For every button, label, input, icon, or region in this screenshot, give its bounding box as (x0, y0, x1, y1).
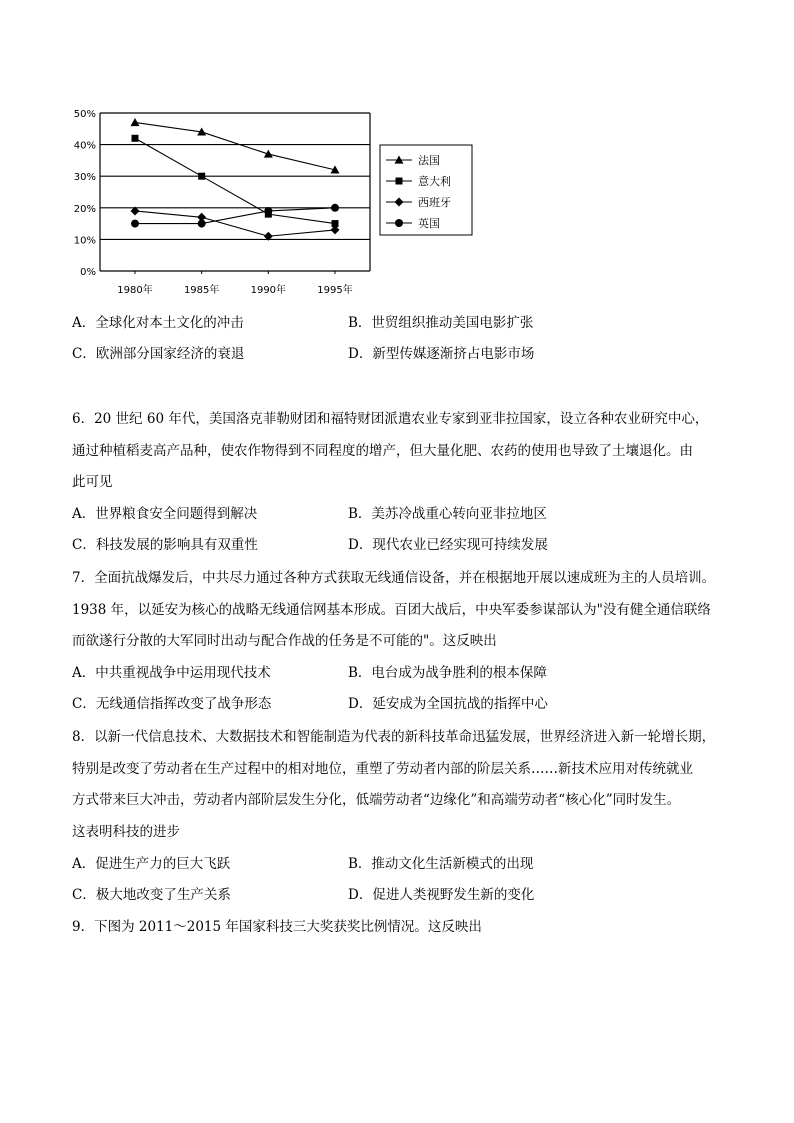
q8-stem-line4: 这表明科技的进步 (72, 824, 180, 840)
legend-marker (396, 178, 403, 185)
legend-label: 意大利 (418, 175, 451, 188)
legend-label: 西班牙 (418, 196, 451, 209)
legend-marker (395, 219, 403, 227)
x-tick-label: 1985年 (183, 285, 220, 296)
y-tick-label: 40% (73, 140, 96, 152)
legend-label: 法国 (418, 154, 440, 167)
q8-option-c[interactable]: C．极大地改变了生产关系 (72, 887, 231, 903)
q6-stem-line3: 此可见 (72, 474, 113, 490)
y-tick-label: 20% (73, 203, 96, 215)
q8-options-row1 (72, 854, 732, 874)
x-tick-label: 1995年 (317, 285, 353, 296)
q8-option-d[interactable]: D．促进人类视野发生新的变化 (348, 887, 535, 903)
q7-options-row1 (72, 663, 732, 683)
q8-option-b[interactable]: B．推动文化生活新模式的出现 (348, 856, 534, 872)
q7-option-d[interactable]: D．延安成为全国抗战的指挥中心 (348, 696, 548, 712)
q8-options-row2 (72, 885, 732, 905)
line-chart (70, 105, 480, 300)
series-0-point (131, 118, 140, 126)
series-line-0 (135, 122, 335, 169)
q6-option-c[interactable]: C．科技发展的影响具有双重性 (72, 537, 258, 553)
x-tick-label: 1980年 (117, 285, 153, 296)
q7-options-row2 (72, 694, 732, 714)
q7-stem-line2: 1938 年，以延安为核心的战略无线通信网基本形成。百团大战后，中央军委参谋部认为"没有健全通信联络 (72, 602, 711, 618)
q6-option-d[interactable]: D．现代农业已经实现可持续发展 (348, 537, 548, 553)
q7-option-c[interactable]: C．无线通信指挥改变了战争形态 (72, 696, 272, 712)
q5-options-row1 (72, 313, 732, 333)
legend-label: 英国 (418, 217, 440, 230)
series-3-point (198, 220, 206, 228)
series-3-point (264, 207, 272, 215)
series-3-point (331, 204, 339, 212)
series-line-1 (135, 138, 335, 223)
q6-stem-line1: 6．20 世纪 60 年代，美国洛克菲勒财团和福特财团派遣农业专家到亚非拉国家，设立各种农业研究中心， (72, 411, 709, 427)
q8-stem-line2: 特别是改变了劳动者在生产过程中的相对地位，重塑了劳动者内部的阶层关系……新技术应用对传统就业 (72, 761, 693, 777)
q7-option-b[interactable]: B．电台成为战争胜利的根本保障 (348, 665, 547, 681)
x-tick-label: 1990年 (250, 285, 287, 296)
y-tick-label: 30% (73, 172, 96, 184)
q8-stem-line3: 方式带来巨大冲击，劳动者内部阶层发生分化，低端劳动者“边缘化”和高端劳动者“核心化”同时发生。 (72, 792, 681, 808)
series-3-point (131, 220, 139, 228)
q6-option-a[interactable]: A．世界粮食安全问题得到解决 (72, 506, 258, 522)
q6-options-row2 (72, 535, 732, 555)
q6-stem-line2: 通过种植稻麦高产品种，使农作物得到不同程度的增产，但大量化肥、农药的使用也导致了土壤退化。由 (72, 443, 693, 459)
q7-stem-line1: 7．全面抗战爆发后，中共尽力通过各种方式获取无线通信设备，并在根据地开展以速成班为主的人员培训。 (72, 570, 716, 586)
q8-stem-line1: 8．以新一代信息技术、大数据技术和智能制造为代表的新科技革命迅猛发展，世界经济进入新一轮增长期， (72, 729, 716, 745)
chart-svg (70, 105, 480, 300)
series-1-point (132, 135, 139, 142)
q7-option-a[interactable]: A．中共重视战争中运用现代技术 (72, 665, 271, 681)
q6-option-b[interactable]: B．美苏冷战重心转向亚非拉地区 (348, 506, 547, 522)
y-tick-label: 0% (80, 267, 96, 278)
series-1-point (198, 173, 205, 180)
q7-stem-line3: 而欲遂行分散的大军同时出动与配合作战的任务是不可能的"。这反映出 (72, 633, 497, 649)
q5-option-b[interactable]: B．世贸组织推动美国电影扩张 (348, 315, 534, 331)
q5-options-row2 (72, 344, 732, 364)
q5-option-d[interactable]: D．新型传媒逐渐挤占电影市场 (348, 346, 535, 362)
q9-stem-line1: 9．下图为 2011～2015 年国家科技三大奖获奖比例情况。这反映出 (72, 919, 482, 935)
q5-option-c[interactable]: C．欧洲部分国家经济的衰退 (72, 346, 245, 362)
q5-option-a[interactable]: A．全球化对本土文化的冲击 (72, 315, 244, 331)
series-line-3 (135, 208, 335, 224)
q6-options-row1 (72, 504, 732, 524)
y-tick-label: 10% (73, 235, 96, 247)
series-0-point (264, 150, 273, 158)
q8-option-a[interactable]: A．促进生产力的巨大飞跃 (72, 856, 231, 872)
y-tick-label: 50% (73, 109, 96, 120)
